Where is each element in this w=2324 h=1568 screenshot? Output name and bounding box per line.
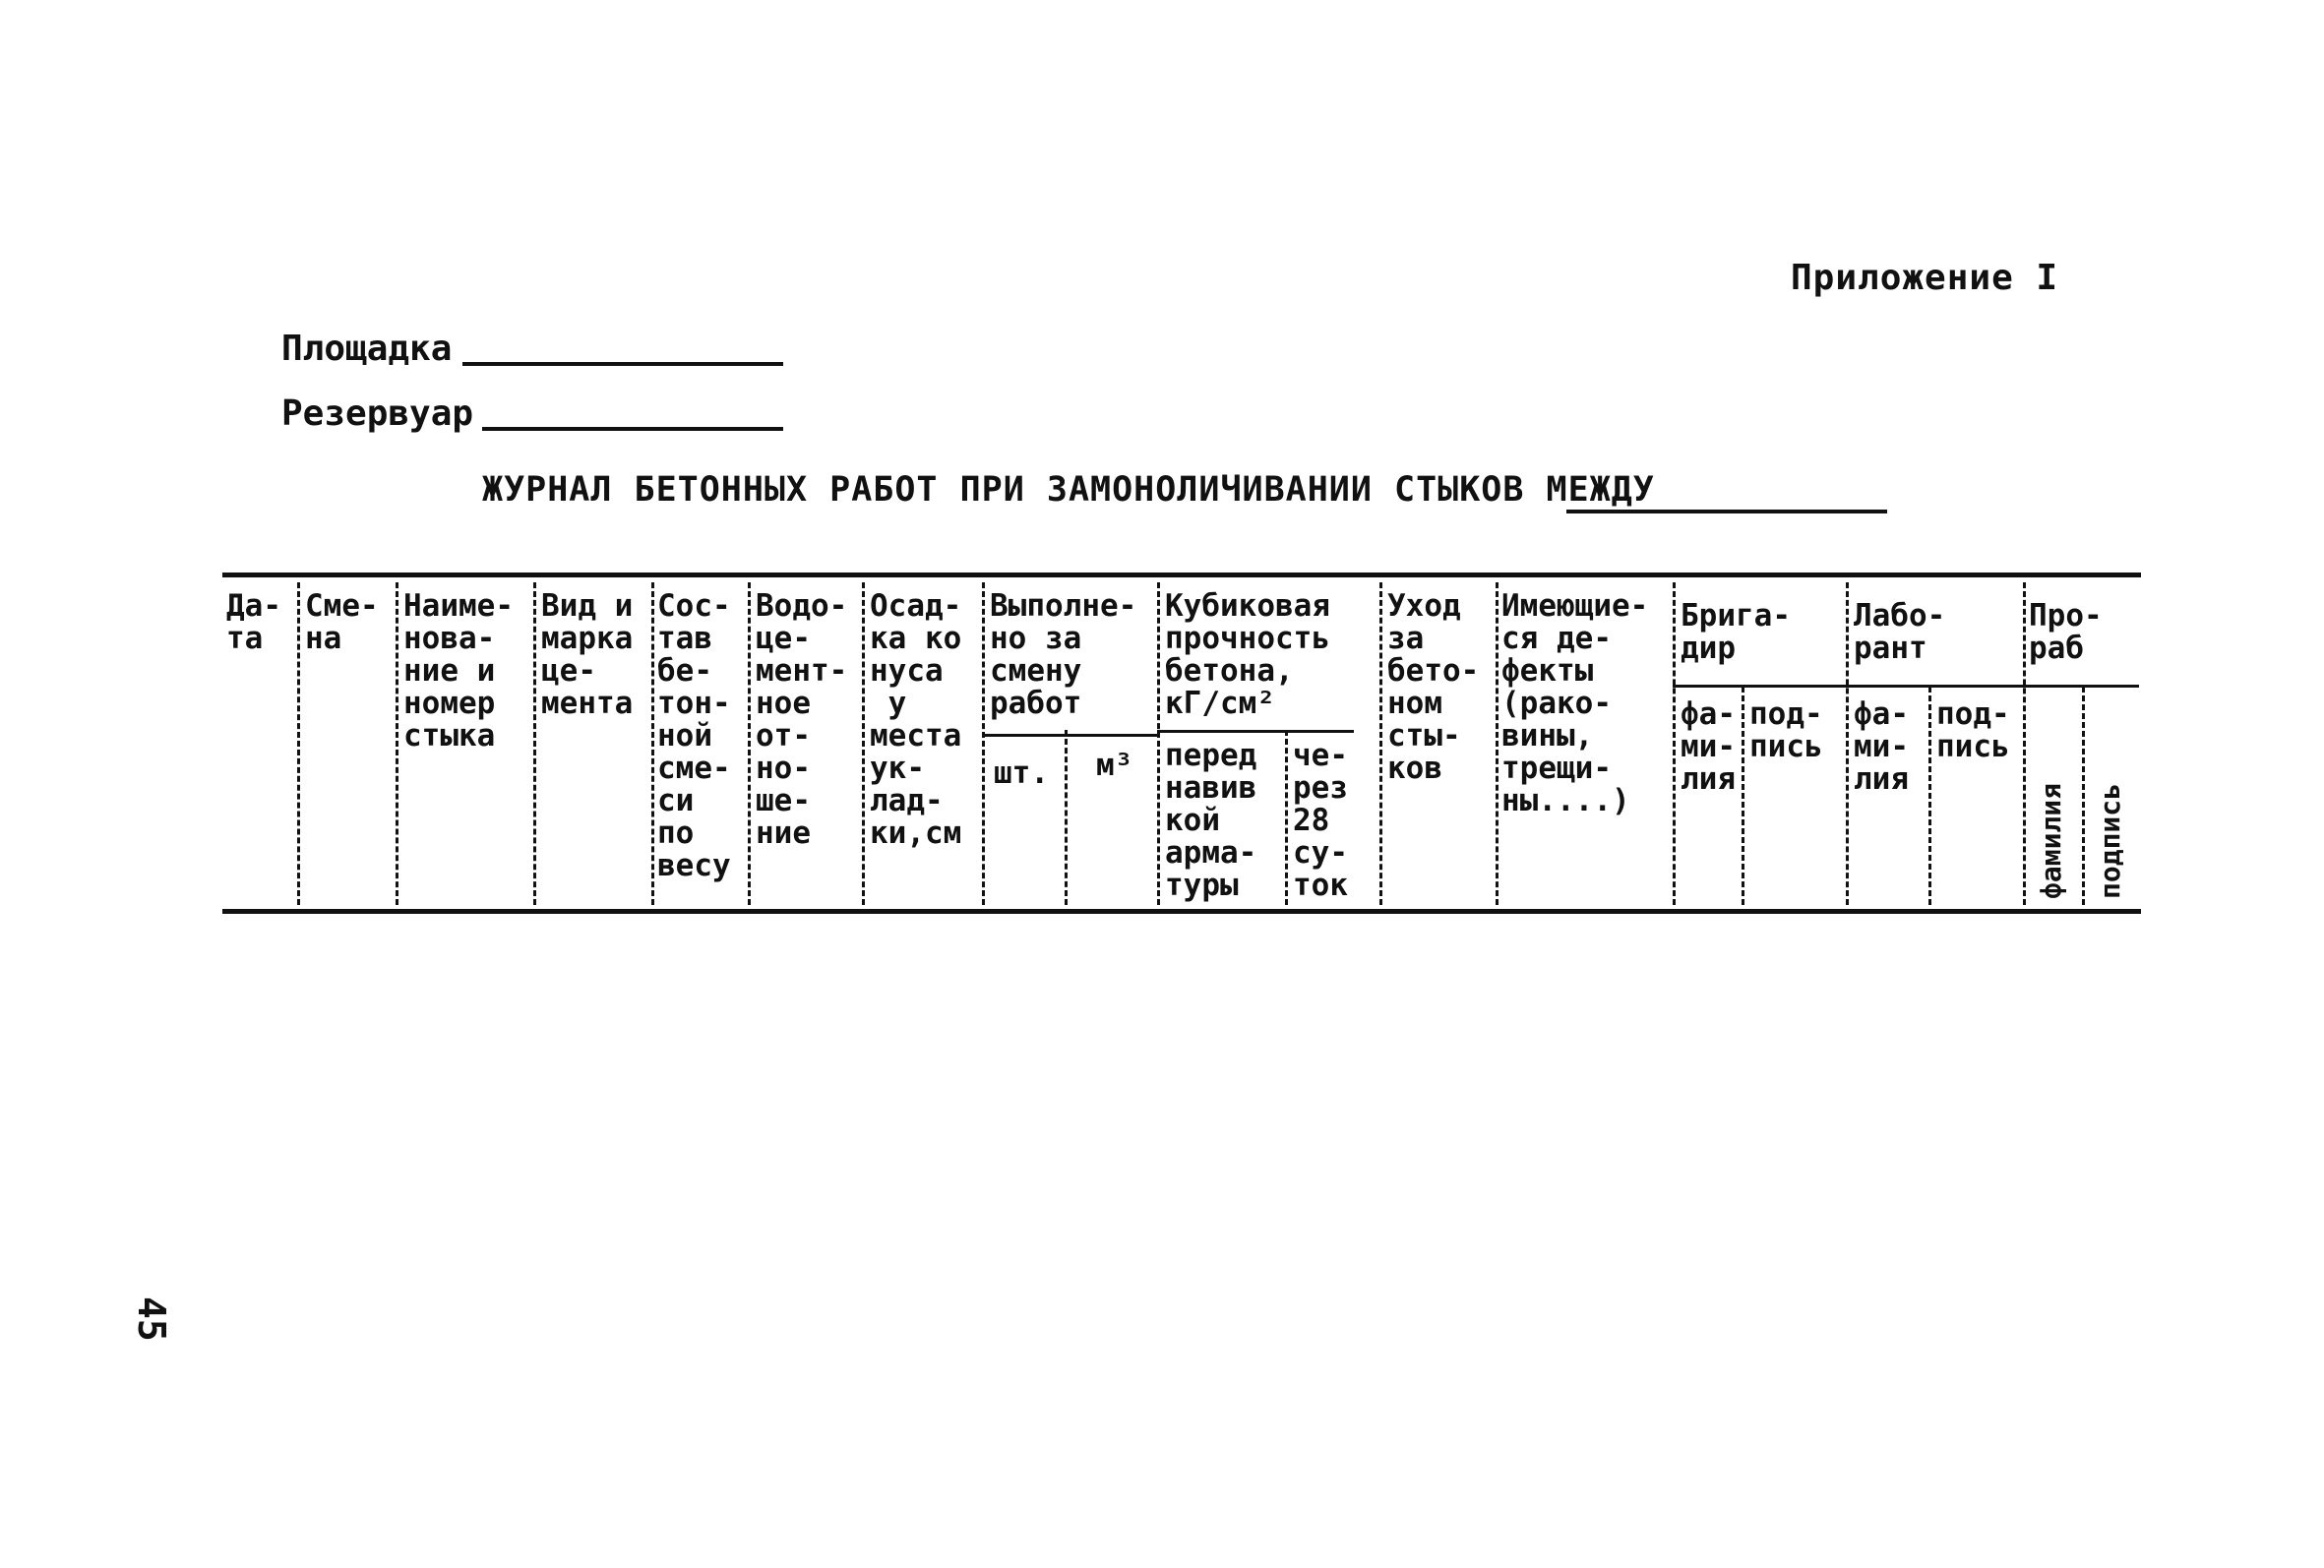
col-divider [862, 582, 865, 905]
site-field-line [462, 362, 783, 366]
journal-title: ЖУРНАЛ БЕТОННЫХ РАБОТ ПРИ ЗАМОНОЛИЧИВАНИИ СТЫКОВ МЕЖДУ [482, 470, 1655, 510]
appendix-label: Приложение I [1791, 258, 2059, 298]
col-output-m3: м³ [1096, 748, 1133, 783]
sub-divider [1285, 730, 1288, 905]
page-number: 45 [130, 1297, 173, 1342]
journal-table [222, 573, 2141, 917]
col-divider [1673, 582, 1676, 905]
col-lab-name: фа- ми- лия [1854, 696, 1909, 797]
col-date: Да- та [226, 588, 281, 656]
col-divider [2023, 582, 2026, 905]
col-divider [533, 582, 536, 905]
col-divider [1157, 582, 1160, 905]
col-cement: Вид и марка це- мента [541, 588, 634, 721]
col-composition: Сос- тав бе- тон- ной сме- си по весу [657, 588, 731, 883]
col-foreman-sign: под- пись [1749, 696, 1823, 764]
col-divider [1846, 582, 1849, 905]
sub-divider [2082, 687, 2085, 905]
col-prorab: Про- раб [2029, 598, 2103, 666]
col-defects: Имеющие- ся де- фекты (рако- вины, трещи- ны....) [1501, 588, 1649, 818]
col-prorab-name: фамилия [2035, 782, 2067, 899]
col-output-pcs: шт. [994, 755, 1049, 791]
foreman-lab-subheader-rule [1673, 685, 2023, 688]
col-divider [651, 582, 654, 905]
col-strength: Кубиковая прочность бетона, кГ/см² [1165, 588, 1330, 721]
col-divider [396, 582, 398, 905]
sub-divider [1928, 687, 1931, 905]
sub-divider [1065, 730, 1068, 905]
col-care: Уход за бето- ном сты- ков [1387, 588, 1480, 786]
col-foreman-name: фа- ми- лия [1681, 696, 1736, 797]
col-divider [748, 582, 751, 905]
col-lab-sign: под- пись [1936, 696, 2010, 764]
col-slump: Осад- ка ко нуса у места ук- лад- ки,см [870, 588, 962, 851]
col-joint-name: Наиме- нова- ние и номер стыка [403, 588, 514, 754]
table-top-rule [222, 573, 2141, 577]
reservoir-label: Резервуар [281, 393, 474, 434]
col-shift: Сме- на [305, 588, 379, 656]
sub-divider [1742, 687, 1744, 905]
output-subheader-rule [982, 734, 1157, 737]
col-divider [982, 582, 985, 905]
col-water-cement: Водо- це- мент- ное от- но- ше- ние [756, 588, 848, 851]
col-strength-28: че- рез 28 су- ток [1293, 738, 1348, 903]
prorab-subheader-rule [2023, 685, 2139, 688]
col-divider [1496, 582, 1498, 905]
col-strength-before: перед навив кой арма- туры [1165, 738, 1257, 903]
col-divider [297, 582, 300, 905]
table-bottom-rule [222, 909, 2141, 914]
col-foreman: Брига- дир [1681, 598, 1791, 666]
col-lab: Лабо- рант [1854, 598, 1946, 666]
col-divider [1379, 582, 1382, 905]
site-label: Площадка [281, 329, 453, 369]
title-field-line [1566, 510, 1887, 513]
col-prorab-sign: подпись [2094, 782, 2126, 899]
col-output: Выполне- но за смену работ [990, 588, 1137, 721]
strength-subheader-rule [1157, 730, 1354, 733]
reservoir-field-line [482, 427, 783, 431]
